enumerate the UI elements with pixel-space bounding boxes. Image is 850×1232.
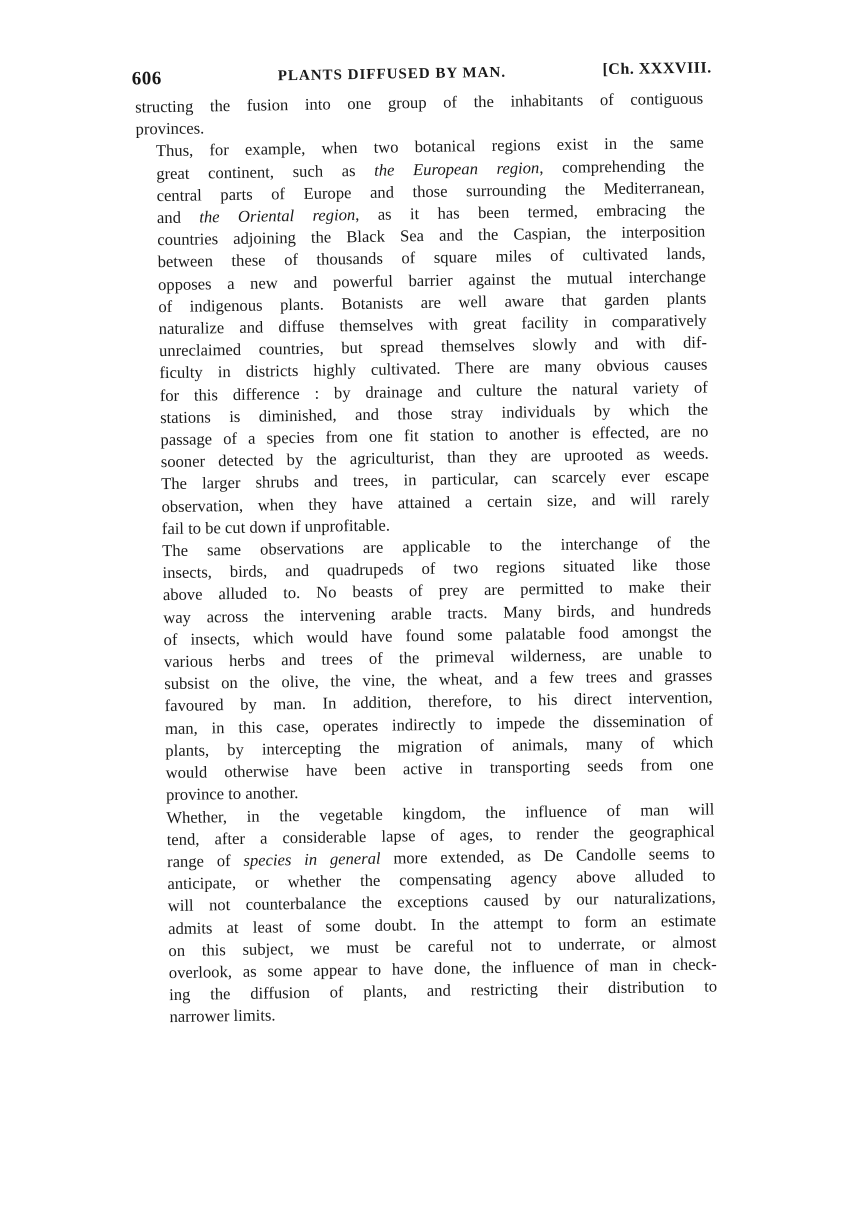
text-line: province to another. [165, 783, 299, 805]
text-line: ing the diffusion of plants, and restricting their distribution to [169, 976, 718, 1005]
text-line: on this subject, we must be careful not to underrate, or almost [168, 932, 717, 960]
text-line: sooner detected by the agriculturist, than they are uprooted as weeds. [160, 443, 709, 472]
text-line: Whether, in the vegetable kingdom, the influence of man will [166, 798, 715, 827]
text-line: way across the intervening arable tracts. Many birds, and hundreds [163, 599, 712, 627]
text-line: of indigenous plants. Botanists are well aware that garden plants [158, 288, 707, 316]
page-header [132, 53, 712, 92]
text-line: ficulty in districts highly cultivated. There are many obvious causes [159, 354, 708, 383]
paragraph-2 [136, 132, 710, 541]
text-line: favoured by man. In addition, therefore, to his direct intervention, [164, 687, 713, 716]
paragraph-4 [146, 798, 717, 1029]
text-line: observation, when they have attained a certain size, and will rarely [161, 488, 710, 516]
text-line: various herbs and trees of the primeval wilderness, are unable to [163, 643, 713, 672]
text-line: tend, after a considerable lapse of ages, to render the geographical [166, 821, 715, 849]
text-line: insects, birds, and quadrupeds of two regions situated like those [162, 554, 711, 583]
text-line: narrower limits. [169, 1005, 276, 1027]
text-line: opposes a new and powerful barrier against the mutual interchange [157, 266, 707, 294]
page-number: 606 [131, 68, 162, 90]
italic-phrase: species in general [243, 848, 381, 870]
running-title: PLANTS DIFFUSED BY MAN. [277, 64, 507, 85]
text-line: plants, by intercepting the migration of animals, many of which [165, 732, 714, 760]
text-line: naturalize and diffuse themselves with great facility in comparatively [158, 310, 707, 339]
text-line: would otherwise have been active in transporting seeds from one [165, 754, 714, 783]
text-line: structing the fusion into one group of the inhabitants of contiguous [135, 88, 704, 117]
text-line: stations is diminished, and those stray individuals by which the [159, 399, 709, 427]
text-line: admits at least of some doubt. In the attempt to form an estimate [167, 909, 717, 938]
text-line: fail to be cut down if unprofitable. [161, 515, 391, 538]
italic-phrase: the Oriental region [199, 205, 356, 227]
text-line: countries adjoining the Black Sea and the Caspian, the interposition [157, 221, 706, 250]
text-line: passage of a species from one fit station to another is effected, are no [160, 421, 709, 450]
text-line: will not counterbalance the exceptions caused by our naturalizations, [167, 887, 716, 916]
text-line: subsist on the olive, the vine, the wheat, and a few trees and grasses [164, 665, 713, 694]
text-line: great continent, such as the European region, comprehending the [156, 155, 705, 183]
text-line: unreclaimed countries, but spread themselves slowly and with dif- [158, 332, 708, 361]
text-line: The larger shrubs and trees, in particular, can scarcely ever escape [160, 465, 710, 494]
text-line: man, in this case, operates indirectly to impede the dissemination of [164, 710, 714, 738]
paragraph-3 [142, 532, 714, 807]
text-line: of insects, which would have found some palatable food amongst the [163, 621, 712, 649]
text-line: for this difference : by drainage and culture the natural variety of [159, 377, 708, 405]
text-line: central parts of Europe and those surrounding the Mediterranean, [156, 177, 705, 205]
text-line: and the Oriental region, as it has been termed, embracing the [156, 199, 706, 228]
text-line: between these of thousands of square miles of cultivated lands, [157, 243, 706, 272]
text-line: anticipate, or whether the compensating agency above alluded to [167, 865, 716, 894]
italic-phrase: the European region [374, 157, 540, 180]
text-line: The same observations are applicable to the interchange of the [162, 532, 711, 561]
chapter-label: [Ch. XXXVIII. [602, 59, 712, 79]
text-line: Thus, for example, when two botanical regions exist in the same [155, 132, 704, 161]
text-line: provinces. [135, 118, 205, 139]
text-line: range of species in general more extended, as De Candolle seems to [166, 843, 716, 871]
text-line: above alluded to. No beasts of prey are permitted to make their [162, 576, 711, 605]
text-line: overlook, as some appear to have done, the influence of man in check- [168, 954, 717, 982]
page-body [135, 88, 718, 1029]
